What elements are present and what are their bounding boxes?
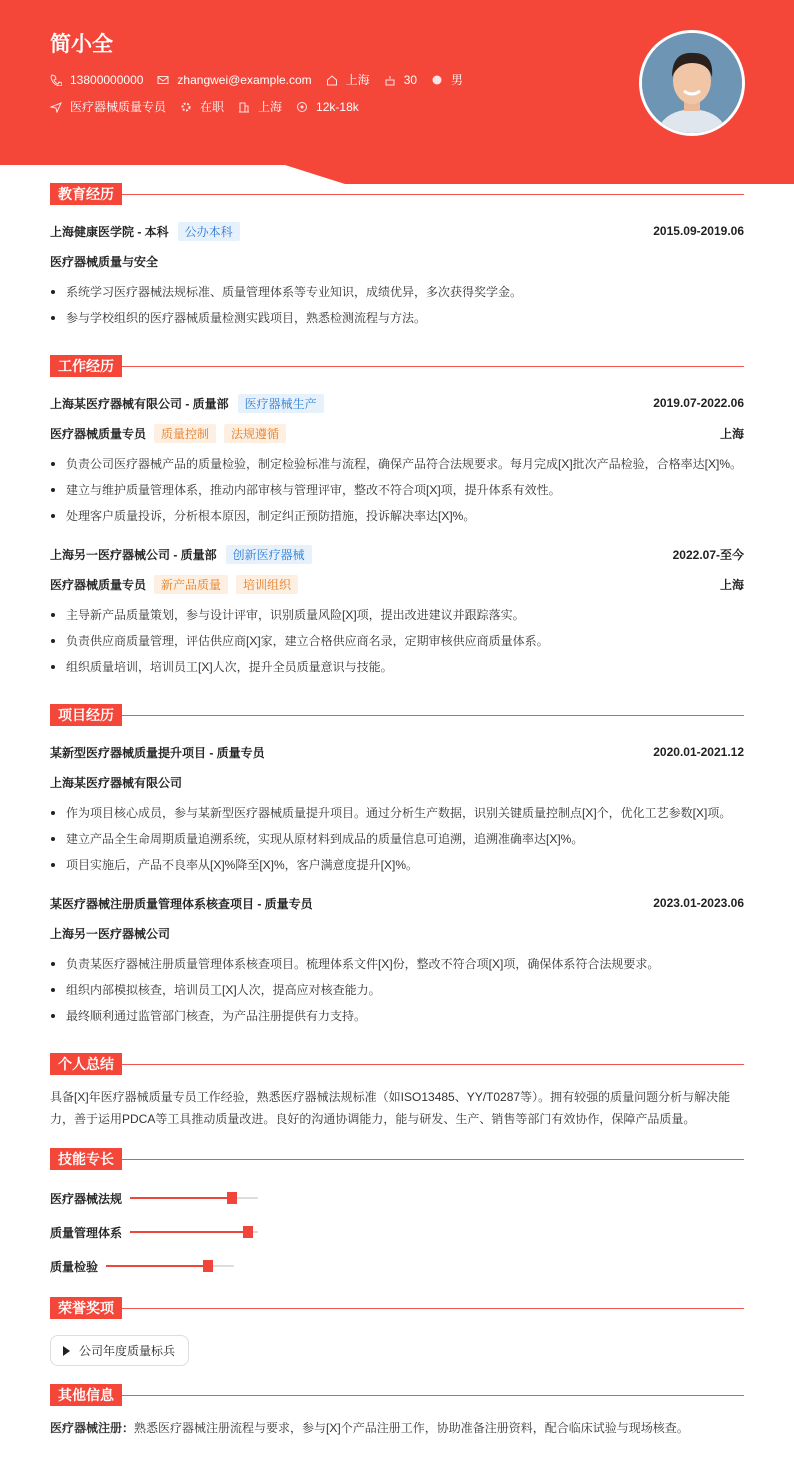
- school-name: 上海健康医学院 - 本科: [50, 224, 169, 239]
- project-name: 某医疗器械注册质量管理体系核查项目 - 质量专员: [50, 896, 313, 911]
- section-other: [50, 1384, 744, 1461]
- info-text: 12k-18k: [316, 99, 359, 114]
- bullet-item: 组织质量培训，培训员工[X]人次，提升全员质量意识与技能。: [50, 656, 744, 678]
- section-summary: [50, 1053, 744, 1148]
- section-skills: [50, 1148, 744, 1297]
- caret-right-icon: [63, 1346, 70, 1356]
- bullet-item: 最终顺利通过监管部门核查，为产品注册提供有力支持。: [50, 1005, 744, 1027]
- skill-level-thumb: [227, 1192, 237, 1204]
- section-title: 其他信息: [50, 1384, 122, 1406]
- contact-info-line: [50, 71, 477, 88]
- bullet-item: 处理客户质量投诉，分析根本原因，制定纠正预防措施，投诉解决率达[X]%。: [50, 505, 744, 527]
- skill-level-thumb: [203, 1260, 213, 1272]
- date-range: 2020.01-2021.12: [653, 745, 744, 759]
- info-text: 30: [403, 72, 418, 87]
- bullet-list: [50, 797, 744, 876]
- industry-tag: 创新医疗器械: [226, 545, 312, 564]
- info-item: [296, 100, 359, 114]
- education-entry: [50, 216, 744, 329]
- skill-name: 医疗器械法规: [50, 1191, 123, 1206]
- status-icon: [180, 101, 192, 113]
- info-item: [431, 71, 463, 88]
- section-title: 工作经历: [50, 355, 122, 377]
- company-name: 上海某医疗器械有限公司 - 质量部: [50, 396, 229, 411]
- section-title: 技能专长: [50, 1148, 122, 1170]
- job-role: 医疗器械质量专员: [50, 426, 147, 441]
- skill-tag: 质量控制: [154, 424, 216, 443]
- section-projects: [50, 704, 744, 1053]
- resume-header: [0, 0, 794, 184]
- bullet-item: 负责某医疗器械注册质量管理体系核查项目。梳理体系文件[X]份，整改不符合项[X]项，确保体系符合法规要求。: [50, 953, 744, 975]
- info-text: 男: [451, 73, 464, 87]
- bullet-list: [50, 599, 744, 678]
- building-icon: [238, 101, 250, 113]
- company-name: 上海另一医疗器械公司 - 质量部: [50, 547, 217, 562]
- section-title: 教育经历: [50, 183, 122, 205]
- info-item: [50, 98, 166, 115]
- info-text: zhangwei@example.com: [177, 72, 312, 87]
- bullet-item: 建立与维护质量管理体系，推动内部审核与管理评审，整改不符合项[X]项，提升体系有效性。: [50, 479, 744, 501]
- bullet-item: 项目实施后，产品不良率从[X]%降至[X]%，客户满意度提升[X]%。: [50, 854, 744, 876]
- divider: [122, 1064, 744, 1065]
- other-text: 熟悉医疗器械注册流程与要求，参与[X]个产品注册工作，协助准备注册资料，配合临床试验与现场核查。: [134, 1421, 689, 1435]
- job-info-line: [50, 98, 373, 115]
- candidate-name: 简小全: [50, 33, 113, 56]
- section-awards: [50, 1297, 744, 1384]
- info-item: [157, 73, 311, 87]
- info-item: [384, 73, 417, 87]
- skill-item: [50, 1215, 403, 1249]
- info-text: 医疗器械质量专员: [70, 100, 167, 114]
- avatar: [639, 30, 745, 136]
- bullet-list: [50, 948, 744, 1027]
- info-item: [180, 98, 224, 115]
- divider: [122, 715, 744, 716]
- section-title: 项目经历: [50, 704, 122, 726]
- job-city: 上海: [719, 426, 744, 441]
- send-icon: [50, 101, 62, 113]
- info-text: 上海: [258, 100, 283, 114]
- section-title: 荣誉奖项: [50, 1297, 122, 1319]
- skill-tag: 法规遵循: [224, 424, 286, 443]
- project-name: 某新型医疗器械质量提升项目 - 质量专员: [50, 745, 265, 760]
- info-text: 在职: [200, 100, 225, 114]
- bullet-item: 负责供应商质量管理，评估供应商[X]家，建立合格供应商名录，定期审核供应商质量体系。: [50, 630, 744, 652]
- section-title: 个人总结: [50, 1053, 122, 1075]
- bullet-item: 组织内部模拟核查，培训员工[X]人次，提高应对核查能力。: [50, 979, 744, 1001]
- home-icon: [326, 74, 338, 86]
- cake-icon: [384, 74, 396, 86]
- divider: [122, 366, 744, 367]
- project-entry: [50, 737, 744, 876]
- money-icon: [296, 101, 308, 113]
- bullet-item: 负责公司医疗器械产品的质量检验，制定检验标准与流程，确保产品符合法规要求。每月完成[X]批次产品检验，合格率达[X]%。: [50, 453, 744, 475]
- skill-level-bar: [130, 1197, 258, 1199]
- skill-level-bar: [106, 1265, 234, 1267]
- divider: [122, 1159, 744, 1160]
- bullet-item: 参与学校组织的医疗器械质量检测实践项目，熟悉检测流程与方法。: [50, 307, 744, 329]
- project-entry: [50, 888, 744, 1027]
- skill-level-bar: [130, 1231, 258, 1233]
- school-tag: 公办本科: [178, 222, 240, 241]
- job-city: 上海: [719, 577, 744, 592]
- project-org: 上海另一医疗器械公司: [50, 926, 171, 941]
- award-name: 公司年度质量标兵: [79, 1344, 176, 1358]
- info-item: [238, 98, 282, 115]
- bullet-list: [50, 276, 744, 329]
- major: 医疗器械质量与安全: [50, 254, 159, 269]
- info-item: [326, 71, 370, 88]
- date-range: 2015.09-2019.06: [653, 224, 744, 238]
- gender-icon: [431, 74, 443, 86]
- skill-name: 质量检验: [50, 1259, 99, 1274]
- skill-level-thumb: [243, 1226, 253, 1238]
- divider: [122, 194, 744, 195]
- section-work: [50, 355, 744, 704]
- bullet-item: 系统学习医疗器械法规标准、质量管理体系等专业知识，成绩优异，多次获得奖学金。: [50, 281, 744, 303]
- skill-item: [50, 1181, 403, 1215]
- resume-content: [50, 183, 744, 1461]
- work-entry: [50, 539, 744, 678]
- info-item: [50, 73, 143, 87]
- award-item[interactable]: [50, 1335, 189, 1366]
- bullet-list: [50, 448, 744, 527]
- phone-icon: [50, 74, 62, 86]
- industry-tag: 医疗器械生产: [238, 394, 324, 413]
- skill-item: [50, 1249, 403, 1283]
- date-range: 2023.01-2023.06: [653, 896, 744, 910]
- summary-text: 具备[X]年医疗器械质量专员工作经验，熟悉医疗器械法规标准（如ISO13485、YY/T0287等）。拥有较强的质量问题分析与解决能力，善于运用PDCA等工具推动质量改进。良好的沟通协调能力，能与研发、生产、销售等部门有效协作，保障产品质量。: [50, 1090, 731, 1126]
- date-range: 2022.07-至今: [672, 547, 744, 562]
- bullet-item: 主导新产品质量策划，参与设计评审，识别质量风险[X]项，提出改进建议并跟踪落实。: [50, 604, 744, 626]
- bullet-item: 作为项目核心成员，参与某新型医疗器械质量提升项目。通过分析生产数据，识别关键质量控制点[X]个，优化工艺参数[X]项。: [50, 802, 744, 824]
- other-label: 医疗器械注册：: [50, 1421, 135, 1435]
- work-entry: [50, 388, 744, 527]
- divider: [122, 1395, 744, 1396]
- section-education: [50, 183, 744, 355]
- skill-name: 质量管理体系: [50, 1225, 123, 1240]
- skill-tag: 培训组织: [236, 575, 298, 594]
- info-text: 上海: [345, 73, 370, 87]
- info-text: 13800000000: [70, 72, 144, 87]
- job-role: 医疗器械质量专员: [50, 577, 147, 592]
- divider: [122, 1308, 744, 1309]
- project-org: 上海某医疗器械有限公司: [50, 775, 183, 790]
- skill-tag: 新产品质量: [154, 575, 228, 594]
- date-range: 2019.07-2022.06: [653, 396, 744, 410]
- bullet-item: 建立产品全生命周期质量追溯系统，实现从原材料到成品的质量信息可追溯，追溯准确率达[X]%。: [50, 828, 744, 850]
- other-info: [50, 1417, 744, 1439]
- mail-icon: [157, 74, 169, 86]
